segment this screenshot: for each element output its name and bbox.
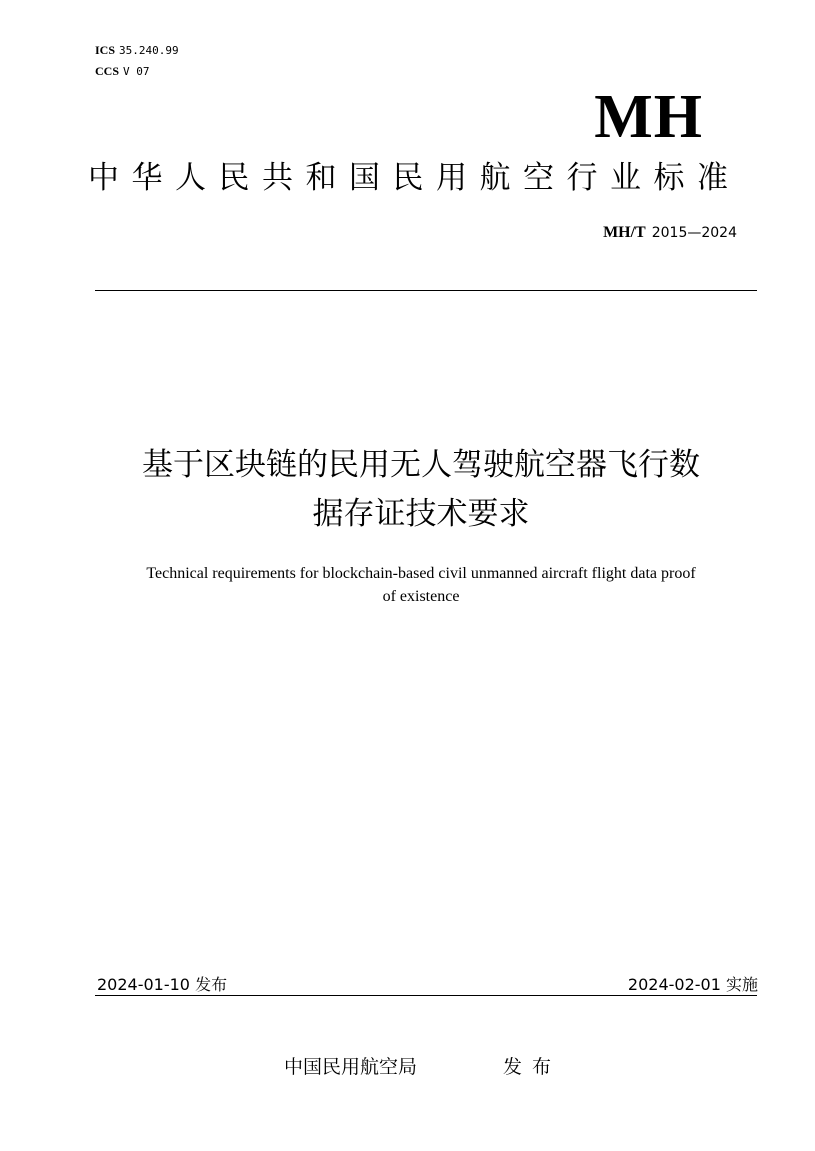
issuing-authority: 中国民用航空局 [284, 1056, 418, 1078]
issued-label: 发布 [503, 1056, 562, 1078]
standard-code: MH/T [603, 224, 646, 241]
industry-standard-title: 中华人民共和国民用航空行业标准 [88, 160, 741, 196]
standard-number-value: 2015—2024 [651, 225, 737, 241]
classification-codes [95, 40, 179, 82]
title-en-line1: Technical requirements for blockchain-based civil unmanned aircraft flight data proof [146, 565, 696, 582]
ccs-value: V 07 [123, 65, 150, 78]
mh-logo: MH [594, 83, 703, 151]
top-divider [95, 290, 757, 291]
ics-value: 35.240.99 [119, 44, 179, 57]
ics-label: ICS [95, 43, 116, 57]
issue-date: 2024-01-10 发布 [97, 975, 228, 994]
title-cn-line1: 基于区块链的民用无人驾驶航空器飞行数 [142, 447, 700, 483]
ccs-label: CCS [95, 64, 120, 78]
standard-number [603, 224, 737, 242]
implementation-date: 2024-02-01 实施 [627, 975, 758, 994]
bottom-divider [95, 995, 757, 996]
ics-line [95, 40, 179, 61]
ccs-line [95, 61, 179, 82]
title-en-line2: of existence [382, 588, 460, 605]
title-cn-line2: 据存证技术要求 [312, 496, 530, 532]
